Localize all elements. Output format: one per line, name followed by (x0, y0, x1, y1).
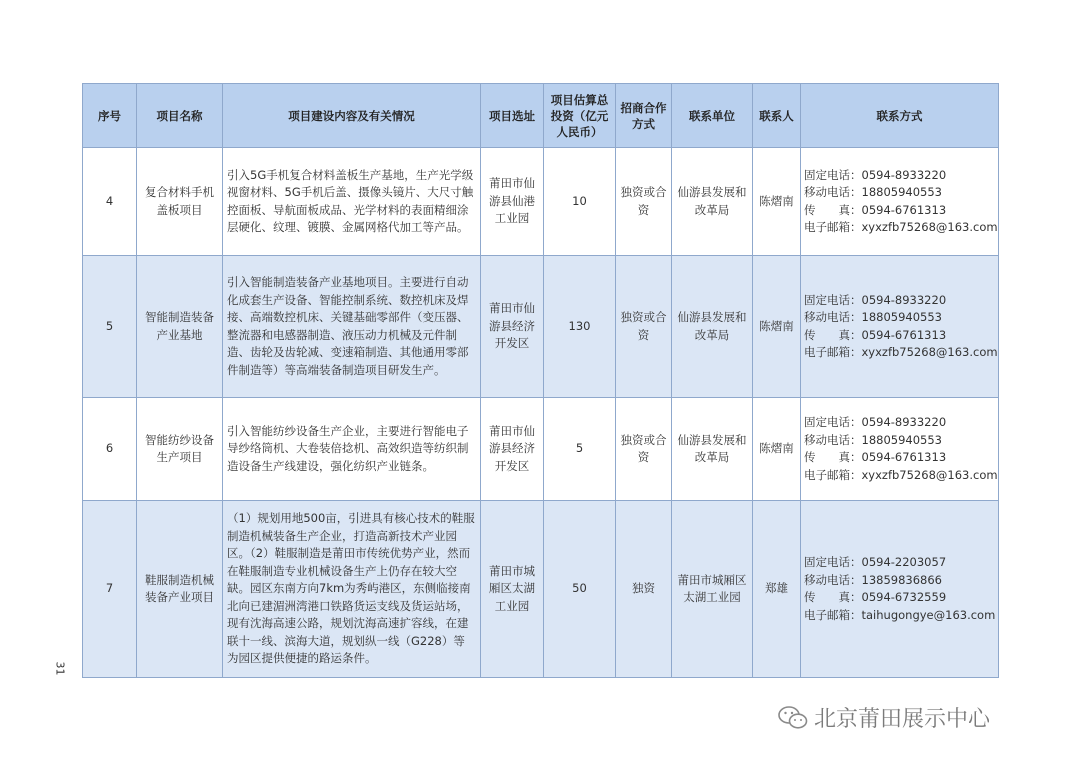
header-site: 项目选址 (481, 84, 544, 148)
row-person: 郑雄 (753, 501, 801, 678)
row-index: 7 (83, 501, 137, 678)
row-index: 4 (83, 148, 137, 256)
row-investment: 50 (544, 501, 616, 678)
row-mode: 独资或合资 (616, 256, 672, 398)
contact-mobile: 移动电话：13859836866 (804, 572, 942, 587)
table-row (83, 398, 999, 501)
contact-tel: 固定电话：0594-8933220 (804, 292, 947, 307)
row-site: 莆田市仙游县仙港工业园 (481, 148, 544, 256)
contact-mobile: 移动电话：18805940553 (804, 185, 942, 199)
header-unit: 联系单位 (672, 84, 753, 148)
row-index: 5 (83, 256, 137, 398)
header-mode: 招商合作方式 (616, 84, 672, 148)
contact-email: 电子邮箱：xyxzfb75268@163.com (804, 345, 998, 359)
watermark (778, 702, 990, 733)
header-index: 序号 (83, 84, 137, 148)
row-content: 引入智能制造装备产业基地项目。主要进行自动化成套生产设备、智能控制系统、数控机床及焊接、高端数控机床、关键基础零部件（变压器、整流器和电感器制造、液压动力机械及元件制造、齿轮及齿轮减、变速箱制造、其他通用零部件制造等）等高端装备制造项目研发生产。 (223, 256, 481, 398)
row-contact (801, 501, 999, 678)
contact-tel: 固定电话：0594-8933220 (804, 167, 947, 182)
row-unit: 仙游县发展和改革局 (672, 398, 753, 501)
row-site: 莆田市仙游县经济开发区 (481, 398, 544, 501)
row-investment: 130 (544, 256, 616, 398)
row-site: 莆田市仙游县经济开发区 (481, 256, 544, 398)
row-unit: 仙游县发展和改革局 (672, 256, 753, 398)
row-project-name: 鞋服制造机械装备产业项目 (137, 501, 223, 678)
contact-fax: 传 真：0594-6761313 (804, 450, 947, 464)
row-unit: 仙游县发展和改革局 (672, 148, 753, 256)
contact-mobile: 移动电话：18805940553 (804, 432, 942, 447)
row-project-name: 智能制造装备产业基地 (137, 256, 223, 398)
row-contact (801, 148, 999, 256)
row-project-name: 复合材料手机盖板项目 (137, 148, 223, 256)
wechat-icon (778, 705, 808, 731)
contact-tel: 固定电话：0594-8933220 (804, 415, 947, 429)
contact-fax: 传 真：0594-6761313 (804, 327, 947, 342)
row-content: 引入智能纺纱设备生产企业，主要进行智能电子导纱络筒机、大卷装倍捻机、高效织造等纺织制造设备生产线建设，强化纺织产业链条。 (223, 398, 481, 501)
contact-fax: 传 真：0594-6732559 (804, 590, 947, 604)
row-investment: 10 (544, 148, 616, 256)
row-content: （1）规划用地500亩，引进具有核心技术的鞋服制造机械装备生产企业，打造高新技术产业园区。（2）鞋服制造是莆田市传统优势产业，然而在鞋服制造专业机械设备生产上仍存在较大空缺。园区东南方向7km为秀屿港区，东侧临接南北向已建湄洲湾港口铁路货运支线及货运站场，现有沈海高速公路，规划沈海高速扩容线，在建联十一线、滨海大道，规划纵一线（G228）等为园区提供便捷的路运条件。 (223, 501, 481, 678)
page-number: 31 (53, 661, 67, 676)
contact-email: 电子邮箱：taihugongye@163.com (804, 607, 996, 622)
table-row (83, 501, 999, 678)
header-person: 联系人 (753, 84, 801, 148)
row-index: 6 (83, 398, 137, 501)
row-person: 陈熠南 (753, 398, 801, 501)
row-contact (801, 256, 999, 398)
row-unit: 莆田市城厢区太湖工业园 (672, 501, 753, 678)
header-investment: 项目估算总投资（亿元人民币） (544, 84, 616, 148)
row-person: 陈熠南 (753, 256, 801, 398)
row-content: 引入5G手机复合材料盖板生产基地，生产光学级视窗材料、5G手机后盖、摄像头镜片、大尺寸触控面板、导航面板成品、光学材料的表面精细涂层硬化、纹理、镀膜、金属网格代加工等产品。 (223, 148, 481, 256)
row-project-name: 智能纺纱设备生产项目 (137, 398, 223, 501)
row-mode: 独资或合资 (616, 148, 672, 256)
table-row (83, 256, 999, 398)
header-content: 项目建设内容及有关情况 (223, 84, 481, 148)
contact-tel: 固定电话：0594-2203057 (804, 555, 947, 569)
header-contact: 联系方式 (801, 84, 999, 148)
investment-project-table (82, 83, 999, 678)
row-person: 陈熠南 (753, 148, 801, 256)
table-header-row (83, 84, 999, 148)
contact-mobile: 移动电话：18805940553 (804, 310, 942, 324)
row-investment: 5 (544, 398, 616, 501)
header-name: 项目名称 (137, 84, 223, 148)
row-site: 莆田市城厢区太湖工业园 (481, 501, 544, 678)
table-row (83, 148, 999, 256)
contact-email: 电子邮箱：xyxzfb75268@163.com (804, 467, 998, 482)
contact-fax: 传 真：0594-6761313 (804, 202, 947, 217)
row-mode: 独资或合资 (616, 398, 672, 501)
row-contact (801, 398, 999, 501)
row-mode: 独资 (616, 501, 672, 678)
contact-email: 电子邮箱：xyxzfb75268@163.com (804, 220, 998, 234)
watermark-text: 北京莆田展示中心 (814, 707, 991, 732)
